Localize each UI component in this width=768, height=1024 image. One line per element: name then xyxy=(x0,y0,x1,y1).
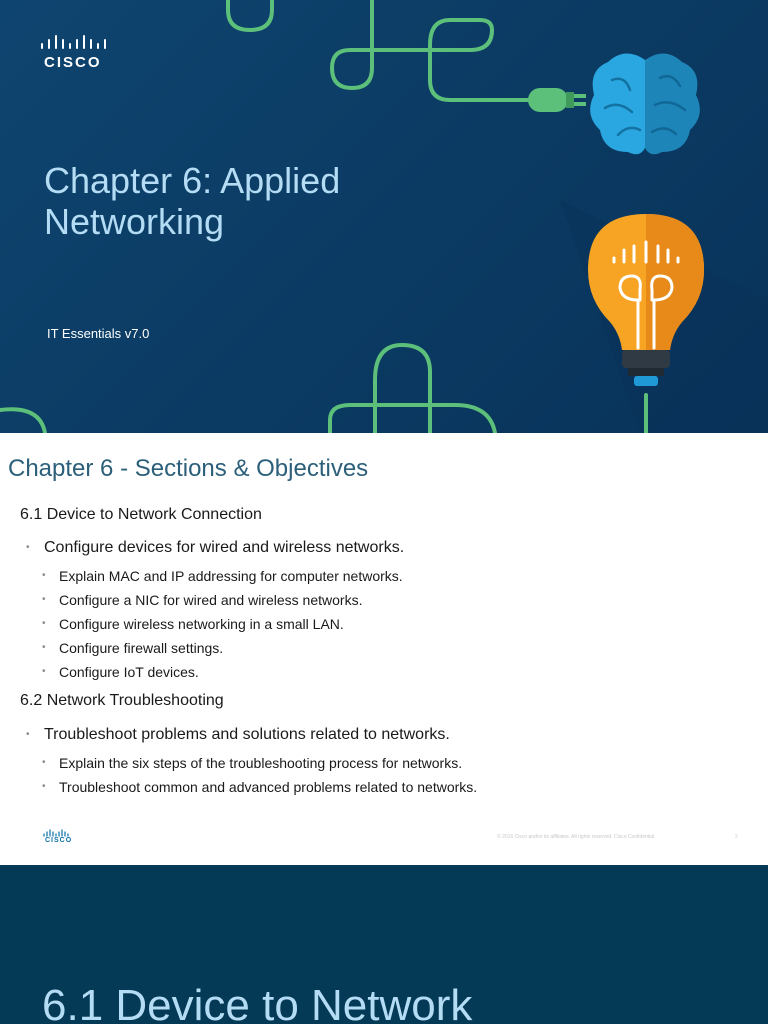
objectives-slide xyxy=(0,433,768,865)
objective-text: Configure devices for wired and wireless networks. xyxy=(44,539,405,556)
list-item-text: Explain the six steps of the troubleshooting process for networks. xyxy=(59,755,463,771)
slide-subtitle: IT Essentials v7.0 xyxy=(47,326,150,341)
slide-title: 6.1 Device to Network xyxy=(42,981,473,1024)
bullet-icon: • xyxy=(42,618,46,629)
bullet-icon: • xyxy=(42,781,46,792)
footer-page-number: 2 xyxy=(735,834,738,840)
brain-icon xyxy=(590,53,700,154)
section-heading: 6.2 Network Troubleshooting xyxy=(20,692,224,709)
section-heading: 6.1 Device to Network Connection xyxy=(20,506,262,523)
list-item-text: Configure a NIC for wired and wireless networks. xyxy=(59,592,363,608)
bullet-icon: • xyxy=(42,666,46,677)
list-item-text: Explain MAC and IP addressing for computer networks. xyxy=(59,568,403,584)
footer-copyright: © 2016 Cisco and/or its affiliates. All rights reserved. Cisco Confidential xyxy=(497,834,655,840)
footer-cisco-logo-text: CISCO xyxy=(45,837,73,844)
title-slide xyxy=(0,0,768,433)
footer-cisco-logo-bars-icon xyxy=(43,829,73,837)
list-item-text: Configure wireless networking in a small LAN. xyxy=(59,616,344,632)
list-item-text: Configure firewall settings. xyxy=(59,640,224,656)
slide-title: Chapter 6 - Sections & Objectives xyxy=(8,455,369,482)
plug-icon xyxy=(528,88,586,112)
bullet-icon: • xyxy=(26,542,30,553)
bullet-icon: • xyxy=(42,642,46,653)
list-item-text: Troubleshoot common and advanced problems related to networks. xyxy=(59,779,478,795)
section-slide xyxy=(0,865,768,1024)
bullet-icon: • xyxy=(26,729,30,740)
slide-title: Chapter 6: Applied Networking xyxy=(44,160,341,242)
list-item-text: Configure IoT devices. xyxy=(59,664,199,680)
cisco-logo-bars-icon xyxy=(40,34,110,52)
objective-text: Troubleshoot problems and solutions related to networks. xyxy=(44,726,450,743)
bullet-icon: • xyxy=(42,757,46,768)
bullet-icon: • xyxy=(42,570,46,581)
bullet-icon: • xyxy=(42,594,46,605)
cisco-logo-text: CISCO xyxy=(44,54,102,71)
